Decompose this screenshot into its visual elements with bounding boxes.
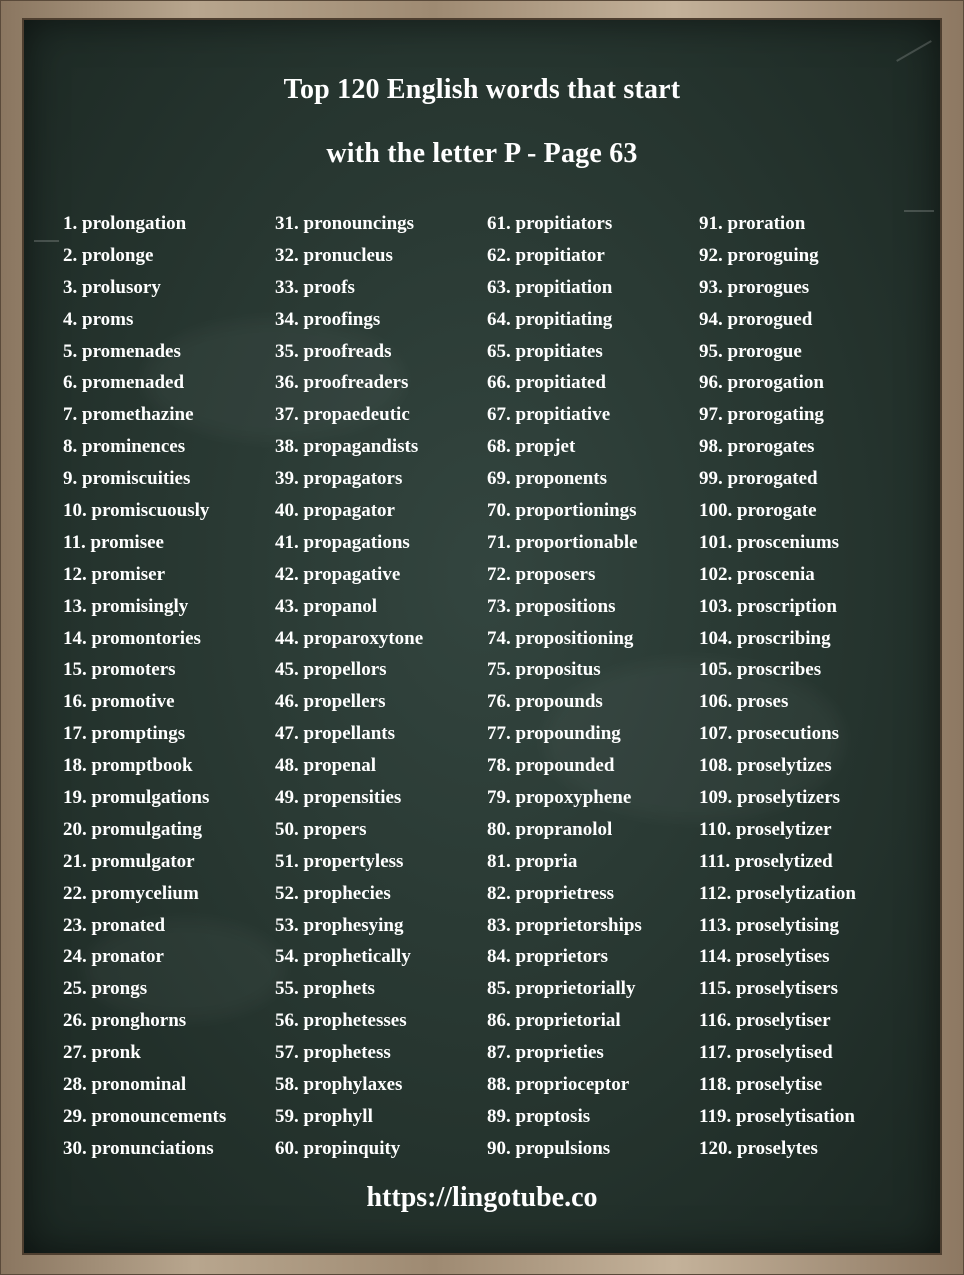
word-item: 92. proroguing [699,244,819,266]
word-column-2 [275,208,487,1165]
word-item: 50. propers [275,818,367,840]
word-item: 18. promptbook [63,755,193,777]
word-item: 64. propitiating [487,308,613,330]
word-item: 66. propitiated [487,372,606,394]
word-item: 32. pronucleus [275,244,393,266]
word-item: 9. promiscuities [63,468,191,490]
word-item: 67. propitiative [487,404,611,426]
word-item: 117. proselytised [699,1042,833,1064]
word-item: 35. proofreads [275,340,392,362]
word-item: 28. pronominal [63,1074,187,1096]
word-item: 43. propanol [275,595,378,617]
word-item: 3. prolusory [63,276,161,298]
word-item: 87. proprieties [487,1042,604,1064]
word-item: 96. prorogation [699,372,824,394]
word-item: 80. propranolol [487,818,613,840]
word-column-1 [63,208,275,1165]
word-item: 7. promethazine [63,404,194,426]
word-item: 37. propaedeutic [275,404,410,426]
word-item: 81. propria [487,850,578,872]
word-item: 83. proprietorships [487,914,642,936]
word-item: 42. propagative [275,563,401,585]
word-list [63,208,923,1168]
word-item: 75. propositus [487,659,601,681]
word-item: 14. promontories [63,627,201,649]
word-item: 63. propitiation [487,276,613,298]
word-item: 46. propellers [275,691,386,713]
word-item: 45. propellors [275,659,387,681]
word-item: 34. proofings [275,308,381,330]
word-item: 4. proms [63,308,134,330]
word-item: 33. proofs [275,276,355,298]
word-item: 10. promiscuously [63,500,210,522]
word-item: 65. propitiates [487,340,603,362]
word-column-4 [699,208,911,1165]
word-item: 56. prophetesses [275,1010,407,1032]
word-item: 73. propositions [487,595,616,617]
word-item: 39. propagators [275,468,403,490]
word-item: 47. propellants [275,723,396,745]
word-item: 112. proselytization [699,882,856,904]
word-item: 61. propitiators [487,213,613,234]
word-item: 105. proscribes [699,659,822,681]
word-item: 89. proptosis [487,1105,591,1127]
word-item: 24. pronator [63,946,164,968]
word-item: 26. pronghorns [63,1010,187,1032]
word-item: 101. prosceniums [699,531,840,553]
word-item: 120. proselytes [699,1137,818,1159]
word-item: 106. proses [699,691,789,713]
word-item: 16. promotive [63,691,175,713]
word-item: 11. promisee [63,531,164,553]
word-item: 38. propagandists [275,436,419,458]
word-item: 54. prophetically [275,946,411,968]
word-item: 36. proofreaders [275,372,409,394]
word-item: 93. prorogues [699,276,810,298]
word-item: 20. promulgating [63,818,203,840]
word-item: 119. proselytisation [699,1105,855,1127]
word-item: 27. pronk [63,1042,141,1064]
page-title-line-2: with the letter P - Page 63 [326,138,638,169]
word-item: 29. pronouncements [63,1105,227,1127]
word-item: 115. proselytisers [699,978,838,1000]
word-item: 59. prophyll [275,1105,373,1127]
word-item: 99. prorogated [699,468,818,490]
word-item: 25. prongs [63,978,148,1000]
word-item: 51. propertyless [275,850,404,872]
word-item: 41. propagations [275,531,410,553]
word-item: 13. promisingly [63,595,189,617]
word-item: 104. proscribing [699,627,831,649]
word-item: 52. prophecies [275,882,391,904]
word-item: 44. proparoxytone [275,627,424,649]
word-item: 68. propjet [487,436,576,458]
word-item: 95. prorogue [699,340,802,362]
word-item: 21. promulgator [63,850,195,872]
word-column-3 [487,208,699,1165]
word-item: 17. promptings [63,723,186,745]
word-item: 85. proprietorially [487,978,636,1000]
word-item: 15. promoters [63,659,176,681]
word-item: 110. proselytizer [699,818,832,840]
word-item: 107. prosecutions [699,723,840,745]
word-item: 111. proselytized [699,850,833,872]
word-item: 31. pronouncings [275,213,415,234]
word-item: 76. propounds [487,691,603,713]
page-title-line-1: Top 120 English words that start [283,74,681,105]
word-item: 77. propounding [487,723,621,745]
word-item: 12. promiser [63,563,166,585]
word-item: 2. prolonge [63,244,154,266]
word-item: 86. proprietorial [487,1010,621,1032]
word-item: 8. prominences [63,436,186,458]
word-item: 108. proselytizes [699,755,832,777]
word-item: 60. propinquity [275,1137,401,1159]
word-item: 30. pronunciations [63,1137,214,1159]
word-item: 22. promycelium [63,882,199,904]
word-item: 1. prolongation [63,213,187,234]
footer-url: https://lingotube.co [366,1182,598,1213]
word-item: 116. proselytiser [699,1010,831,1032]
word-item: 53. prophesying [275,914,404,936]
word-item: 40. propagator [275,500,395,522]
word-item: 98. prorogates [699,436,815,458]
word-item: 19. promulgations [63,787,210,809]
word-item: 69. proponents [487,468,608,490]
word-item: 114. proselytises [699,946,830,968]
word-item: 88. proprioceptor [487,1074,630,1096]
word-item: 71. proportionable [487,531,638,553]
word-item: 72. proposers [487,563,596,585]
word-item: 74. propositioning [487,627,634,649]
word-item: 58. prophylaxes [275,1074,403,1096]
word-item: 91. proration [699,213,806,234]
word-item: 62. propitiator [487,244,605,266]
word-item: 109. proselytizers [699,787,841,809]
word-item: 49. propensities [275,787,402,809]
word-item: 79. propoxyphene [487,787,632,809]
word-item: 97. prorogating [699,404,824,426]
word-item: 5. promenades [63,340,181,362]
word-item: 102. proscenia [699,563,815,585]
word-item: 70. proportionings [487,500,637,522]
word-item: 78. propounded [487,755,615,777]
word-item: 113. proselytising [699,914,840,936]
word-item: 82. proprietress [487,882,615,904]
word-item: 23. pronated [63,914,166,936]
word-item: 57. prophetess [275,1042,391,1064]
word-item: 94. prorogued [699,308,813,330]
word-item: 103. proscription [699,595,837,617]
word-item: 48. propenal [275,755,377,777]
word-item: 118. proselytise [699,1074,823,1096]
word-item: 6. promenaded [63,372,185,394]
word-item: 90. propulsions [487,1137,611,1159]
word-item: 100. prorogate [699,500,817,522]
word-item: 84. proprietors [487,946,609,968]
word-item: 55. prophets [275,978,375,1000]
